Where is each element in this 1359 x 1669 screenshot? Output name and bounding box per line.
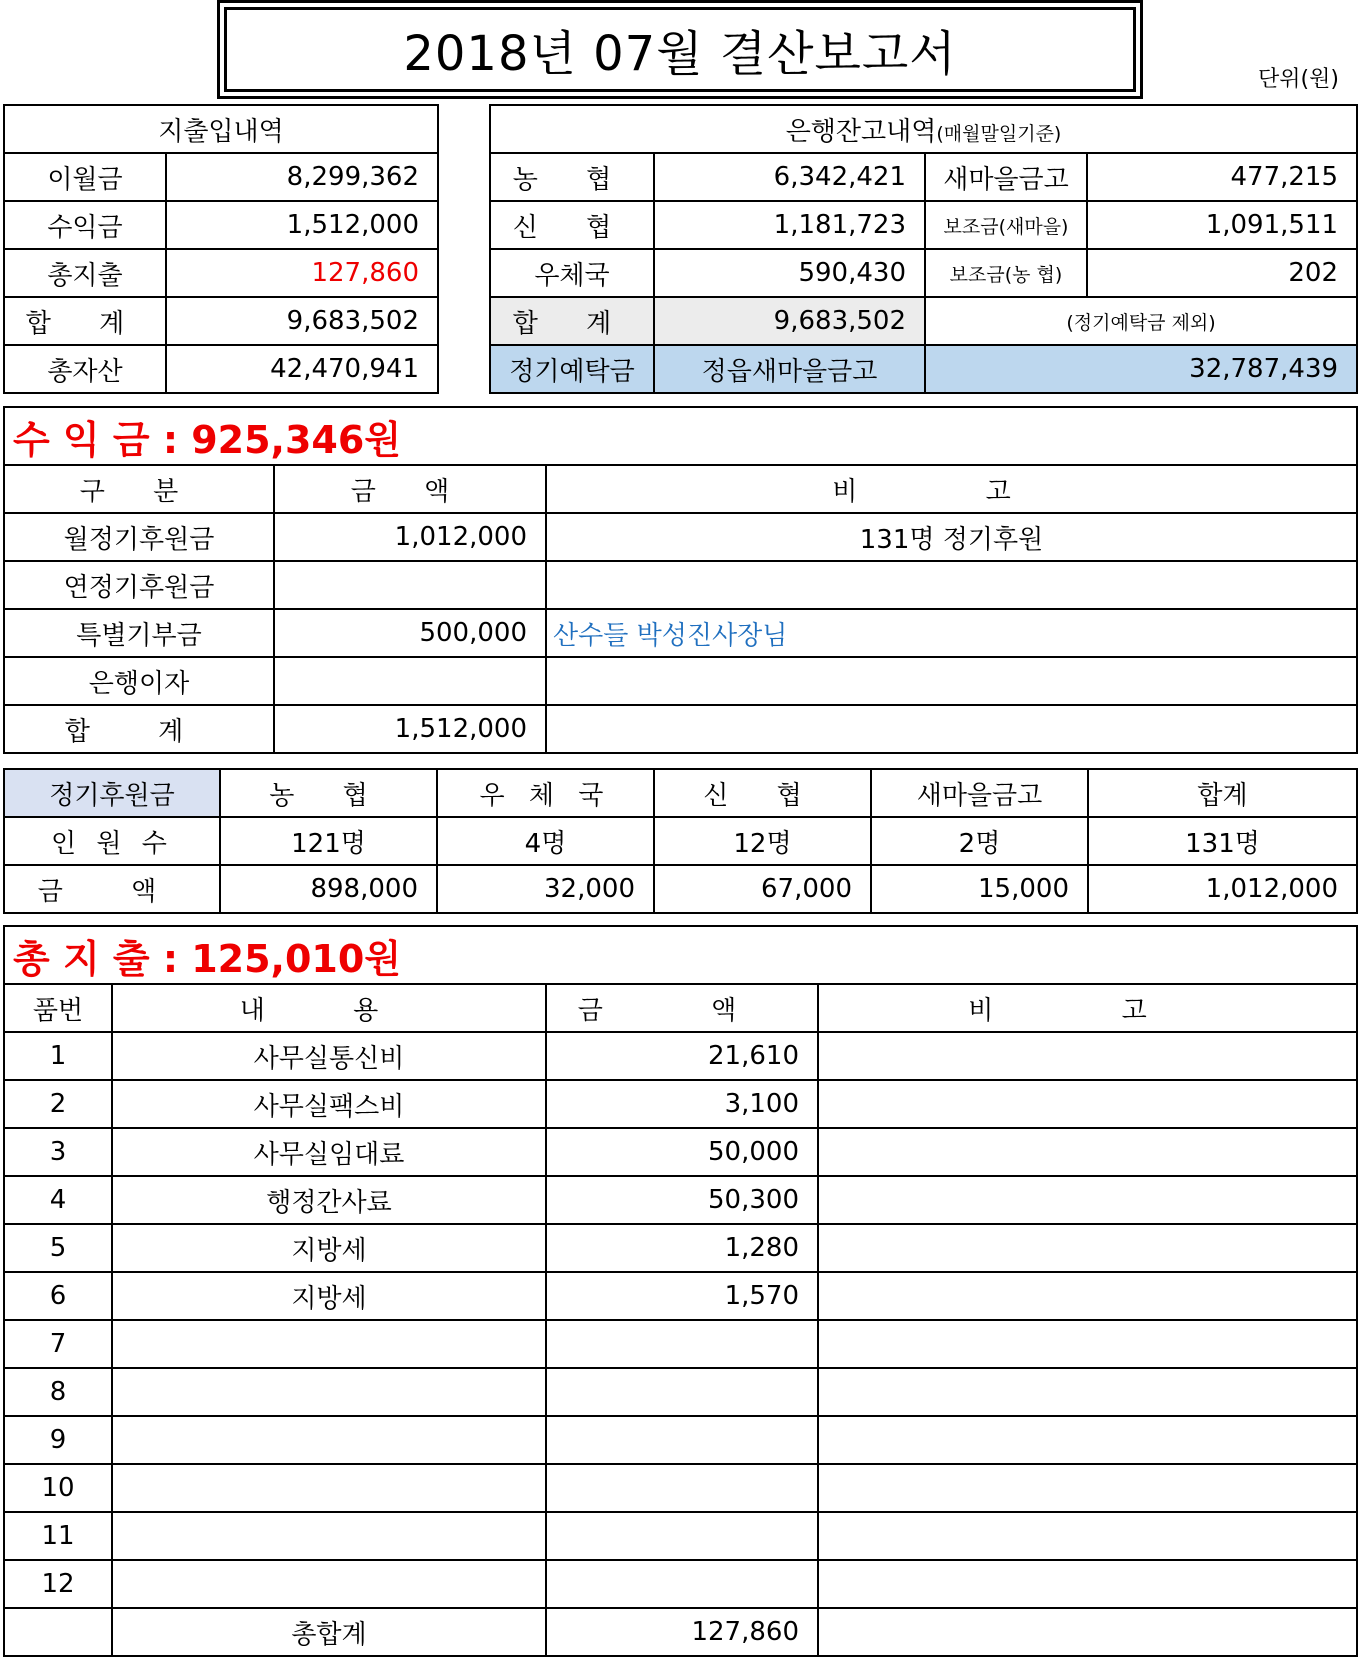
table-row: [4, 1080, 1357, 1128]
count-value: 2명: [871, 817, 1088, 865]
expense-note: [818, 1176, 1357, 1224]
summary-label: 수익금: [4, 201, 166, 249]
expense-amount: 3,100: [546, 1080, 818, 1128]
expense-item: [112, 1320, 546, 1368]
income-amount: 1,512,000: [274, 705, 546, 753]
column-header: 우 체 국: [437, 769, 654, 817]
bank-value: 202: [1087, 249, 1357, 297]
expense-total-note: [818, 1608, 1357, 1656]
income-note: [546, 657, 1357, 705]
expense-amount: [546, 1560, 818, 1608]
table-row: [4, 1176, 1357, 1224]
income-category: 합 계: [4, 705, 274, 753]
bank-table: [489, 104, 1358, 394]
expense-amount: 1,280: [546, 1224, 818, 1272]
column-header: 신 협: [654, 769, 871, 817]
bank-label: 우체국: [490, 249, 654, 297]
income-category: 특별기부금: [4, 609, 274, 657]
table-row: [4, 1128, 1357, 1176]
bank-total-note: (정기예탁금 제외): [925, 297, 1357, 345]
bank-header: [490, 105, 1357, 153]
table-header-row: [4, 769, 1357, 817]
expense-no: 3: [4, 1128, 112, 1176]
column-header: 농 협: [220, 769, 437, 817]
expense-no: 4: [4, 1176, 112, 1224]
expense-total-amount: 127,860: [546, 1608, 818, 1656]
expense-note: [818, 1368, 1357, 1416]
table-row: [4, 1272, 1357, 1320]
count-value: 121명: [220, 817, 437, 865]
expense-amount: [546, 1320, 818, 1368]
column-header: 내 용: [112, 984, 546, 1032]
expense-note: [818, 1080, 1357, 1128]
expense-table: [3, 925, 1358, 1657]
bank-value: 1,181,723: [654, 201, 925, 249]
expense-amount: [546, 1512, 818, 1560]
amount-value: 15,000: [871, 865, 1088, 913]
table-row: [4, 1560, 1357, 1608]
income-amount: [274, 561, 546, 609]
expense-total-label: 총합계: [112, 1608, 546, 1656]
income-amount: [274, 657, 546, 705]
column-header: 비 고: [818, 984, 1357, 1032]
income-note: [546, 705, 1357, 753]
income-category: 월정기후원금: [4, 513, 274, 561]
income-note: 산수들 박성진사장님: [546, 609, 1357, 657]
summary-value: 9,683,502: [166, 297, 438, 345]
table-row: [4, 345, 438, 393]
amount-value: 898,000: [220, 865, 437, 913]
expense-amount: 1,570: [546, 1272, 818, 1320]
expense-note: [818, 1320, 1357, 1368]
column-header: 품번: [4, 984, 112, 1032]
report-title: 2018년 07월 결산보고서: [224, 7, 1136, 92]
column-header: 새마을금고: [871, 769, 1088, 817]
expense-note: [818, 1032, 1357, 1080]
income-amount: 1,012,000: [274, 513, 546, 561]
expense-item: [112, 1560, 546, 1608]
table-row: [4, 153, 438, 201]
table-row: [4, 705, 1357, 753]
expense-no: 1: [4, 1032, 112, 1080]
income-note: [546, 561, 1357, 609]
expense-item: [112, 1512, 546, 1560]
expense-note: [818, 1272, 1357, 1320]
table-row: [4, 1512, 1357, 1560]
bank-total-label: 합 계: [490, 297, 654, 345]
count-value: 131명: [1088, 817, 1357, 865]
amount-value: 1,012,000: [1088, 865, 1357, 913]
bank-total-value: 9,683,502: [654, 297, 925, 345]
table-row: [4, 513, 1357, 561]
expense-total-no: [4, 1608, 112, 1656]
bank-label: 신 협: [490, 201, 654, 249]
expense-item: 사무실임대료: [112, 1128, 546, 1176]
expense-note: [818, 1416, 1357, 1464]
table-header-row: [4, 465, 1357, 513]
table-row: [490, 201, 1357, 249]
expense-item: 사무실통신비: [112, 1032, 546, 1080]
deposit-bank: 정읍새마을금고: [654, 345, 925, 393]
table-row: [490, 345, 1357, 393]
table-row: [4, 1320, 1357, 1368]
expense-amount: 21,610: [546, 1032, 818, 1080]
table-row: [4, 249, 438, 297]
expense-no: 7: [4, 1320, 112, 1368]
expense-amount: [546, 1464, 818, 1512]
expense-item: [112, 1464, 546, 1512]
bank-value: 1,091,511: [1087, 201, 1357, 249]
column-header: 합계: [1088, 769, 1357, 817]
expense-no: 8: [4, 1368, 112, 1416]
column-header: 정기후원금: [4, 769, 220, 817]
table-row: [4, 609, 1357, 657]
expense-amount: [546, 1416, 818, 1464]
unit-label: 단위(원): [1258, 67, 1339, 92]
table-row: [4, 1416, 1357, 1464]
summary-label: 총자산: [4, 345, 166, 393]
bank-label: 농 협: [490, 153, 654, 201]
bank-label: 새마을금고: [925, 153, 1087, 201]
income-heading: 수 익 금 : 925,346원: [4, 407, 1357, 465]
bank-label: 보조금(농 협): [925, 249, 1087, 297]
summary-value: 8,299,362: [166, 153, 438, 201]
income-category: 은행이자: [4, 657, 274, 705]
table-row: [4, 1464, 1357, 1512]
summary-header: 지출입내역: [4, 105, 438, 153]
summary-label: 총지출: [4, 249, 166, 297]
amount-value: 67,000: [654, 865, 871, 913]
amount-label: 금 액: [4, 865, 220, 913]
summary-value-expense: 127,860: [166, 249, 438, 297]
expense-note: [818, 1464, 1357, 1512]
column-header: 비 고: [546, 465, 1357, 513]
summary-value: 42,470,941: [166, 345, 438, 393]
income-amount: 500,000: [274, 609, 546, 657]
table-row: [4, 201, 438, 249]
expense-note: [818, 1512, 1357, 1560]
table-row: [4, 1608, 1357, 1656]
table-row: [4, 817, 1357, 865]
bank-value: 590,430: [654, 249, 925, 297]
table-row: [490, 297, 1357, 345]
income-table: [3, 406, 1358, 754]
column-header: 금 액: [274, 465, 546, 513]
income-note: 131명 정기후원: [546, 513, 1357, 561]
table-row: [490, 249, 1357, 297]
summary-table: [3, 104, 439, 394]
summary-label: 이월금: [4, 153, 166, 201]
expense-note: [818, 1560, 1357, 1608]
bank-header-note: (매월말일기준): [936, 122, 1062, 145]
expense-no: 2: [4, 1080, 112, 1128]
column-header: 구 분: [4, 465, 274, 513]
expense-no: 12: [4, 1560, 112, 1608]
expense-no: 9: [4, 1416, 112, 1464]
deposit-value: 32,787,439: [925, 345, 1357, 393]
expense-no: 6: [4, 1272, 112, 1320]
column-header: 금 액: [546, 984, 818, 1032]
bank-label: 보조금(새마을): [925, 201, 1087, 249]
expense-item: 사무실팩스비: [112, 1080, 546, 1128]
summary-value: 1,512,000: [166, 201, 438, 249]
count-value: 4명: [437, 817, 654, 865]
regular-donation-table: [3, 768, 1358, 914]
count-label: 인 원 수: [4, 817, 220, 865]
table-row: [4, 1224, 1357, 1272]
income-category: 연정기후원금: [4, 561, 274, 609]
table-row: [4, 865, 1357, 913]
expense-item: 지방세: [112, 1272, 546, 1320]
expense-item: 지방세: [112, 1224, 546, 1272]
table-row: [4, 657, 1357, 705]
expense-amount: 50,000: [546, 1128, 818, 1176]
table-header-row: [4, 984, 1357, 1032]
expense-item: [112, 1416, 546, 1464]
table-row: [4, 1368, 1357, 1416]
summary-label: 합 계: [4, 297, 166, 345]
expense-no: 5: [4, 1224, 112, 1272]
table-row: [4, 1032, 1357, 1080]
expense-no: 10: [4, 1464, 112, 1512]
expense-note: [818, 1128, 1357, 1176]
count-value: 12명: [654, 817, 871, 865]
expense-heading: 총 지 출 : 125,010원: [4, 926, 1357, 984]
bank-header-title: 은행잔고내역: [785, 116, 937, 147]
deposit-label: 정기예탁금: [490, 345, 654, 393]
expense-amount: 50,300: [546, 1176, 818, 1224]
table-row: [490, 153, 1357, 201]
table-row: [4, 561, 1357, 609]
report-title-box: [217, 0, 1143, 99]
bank-value: 477,215: [1087, 153, 1357, 201]
expense-no: 11: [4, 1512, 112, 1560]
bank-value: 6,342,421: [654, 153, 925, 201]
expense-note: [818, 1224, 1357, 1272]
amount-value: 32,000: [437, 865, 654, 913]
table-row: [4, 297, 438, 345]
expense-item: 행정간사료: [112, 1176, 546, 1224]
expense-amount: [546, 1368, 818, 1416]
expense-item: [112, 1368, 546, 1416]
